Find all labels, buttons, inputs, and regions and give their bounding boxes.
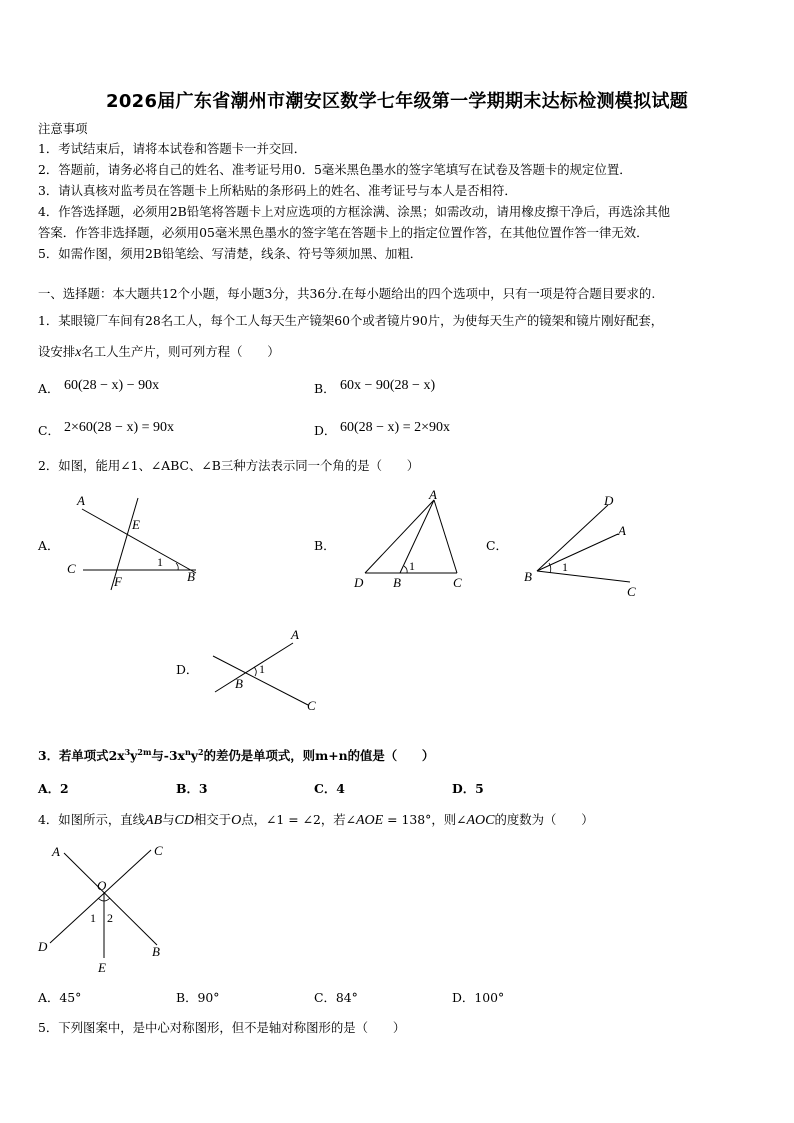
point-label: E	[98, 960, 106, 975]
point-label: B	[235, 676, 243, 691]
figure-4	[36, 840, 176, 975]
question-4-option-b: B．90°	[176, 990, 220, 1005]
notice-item: 3．请认真核对监考员在答题卡上所粘贴的条形码上的姓名、准考证号与本人是否相符．	[38, 183, 517, 198]
question-4-stem: 4．如图所示，直线AB与CD相交于O点，∠1 = ∠2，若∠AOE = 138°，则∠AOC的度数为（ ）	[38, 812, 594, 828]
point-label: B	[393, 575, 401, 590]
option-label: A．	[38, 538, 60, 553]
question-4-option-c: C．84°	[314, 990, 358, 1005]
point-label: D	[354, 575, 364, 590]
question-3-option-b: B．3	[176, 781, 208, 796]
point-label: A	[618, 523, 626, 538]
point-label: C	[453, 575, 462, 590]
angle-label: 1	[90, 911, 96, 925]
option-label: D．	[314, 423, 337, 438]
question-2-stem: 2．如图，能用∠1、∠ABC、∠B三种方法表示同一个角的是（ ）	[38, 458, 420, 473]
point-label: B	[187, 569, 195, 584]
notice-heading: 注意事项	[38, 121, 88, 136]
notice-item: 答案．作答非选择题，必须用05毫米黑色墨水的签字笔在答题卡上的指定位置作答，在其他位置作答一律无效．	[38, 225, 649, 240]
angle-label: 1	[259, 662, 265, 676]
figure-2d	[205, 625, 335, 720]
option-label: C．	[38, 423, 60, 438]
point-label: C	[154, 843, 163, 858]
point-label: D	[38, 939, 48, 954]
figure-2c	[515, 490, 655, 600]
figure-2b	[345, 488, 475, 593]
notice-item: 4．作答选择题，必须用2B铅笔将答题卡上对应选项的方框涂满、涂黑；如需改动，请用橡皮擦干净后，再选涂其他	[38, 204, 671, 219]
point-label: A	[429, 487, 437, 502]
point-label: E	[132, 517, 140, 532]
question-3-option-d: D．5	[452, 781, 484, 796]
option-label: B．	[314, 538, 336, 553]
question-4-option-a: A．45°	[38, 990, 82, 1005]
option-label: B．	[314, 381, 336, 396]
notice-item: 5．如需作图，须用2B铅笔绘、写清楚，线条、符号等须加黑、加粗．	[38, 246, 423, 261]
figure-2a	[60, 490, 210, 590]
point-label: C	[67, 561, 76, 576]
question-3-option-c: C．4	[314, 781, 345, 796]
point-label: D	[604, 493, 614, 508]
question-3-stem: 3．若单项式$2x^3y^{2m}$与$-3x^ny^2$的差仍是单项式，则m+n的值是（ ）	[38, 747, 435, 764]
question-1-option-c: 2×60(28 − x) = 90x	[64, 420, 175, 435]
point-label: O	[97, 878, 107, 893]
angle-label: 2	[107, 911, 113, 925]
point-label: B	[152, 944, 160, 959]
angle-label: 1	[157, 555, 163, 569]
page-title: 2026届广东省潮州市潮安区数学七年级第一学期期末达标检测模拟试题	[106, 91, 688, 112]
angle-label: 1	[562, 560, 568, 574]
question-1-option-b: 60x − 90(28 − x)	[340, 378, 436, 393]
point-label: C	[307, 698, 316, 713]
section-heading: 一、选择题：本大题共12个小题，每小题3分，共36分.在每小题给出的四个选项中，只有一项是符合题目要求的.	[38, 286, 656, 301]
option-label: C．	[486, 538, 508, 553]
angle-label: 1	[409, 559, 415, 573]
option-label: A．	[38, 381, 60, 396]
question-4-option-d: D．100°	[452, 990, 505, 1005]
option-label: D．	[176, 662, 199, 677]
point-label: A	[52, 844, 60, 859]
notice-item: 1．考试结束后，请将本试卷和答题卡一并交回．	[38, 141, 307, 156]
question-1-stem-line2: 设安排x名工人生产片，则可列方程（ ）	[38, 344, 280, 360]
point-label: A	[291, 627, 299, 642]
question-3-option-a: A．2	[38, 781, 69, 796]
notice-item: 2．答题前，请务必将自己的姓名、准考证号用0．5毫米黑色墨水的签字笔填写在试卷及答题卡的规定位置．	[38, 162, 632, 177]
point-label: C	[627, 584, 636, 599]
question-5-stem: 5．下列图案中，是中心对称图形，但不是轴对称图形的是（ ）	[38, 1020, 406, 1035]
point-label: A	[77, 493, 85, 508]
question-1-option-a: 60(28 − x) − 90x	[64, 378, 160, 393]
point-label: B	[524, 569, 532, 584]
question-1-option-d: 60(28 − x) = 2×90x	[340, 420, 451, 435]
point-label: F	[114, 574, 122, 589]
question-1-stem: 1．某眼镜厂车间有28名工人，每个工人每天生产镜架60个或者镜片90片，为使每天生产的镜架和镜片刚好配套，	[38, 313, 664, 328]
